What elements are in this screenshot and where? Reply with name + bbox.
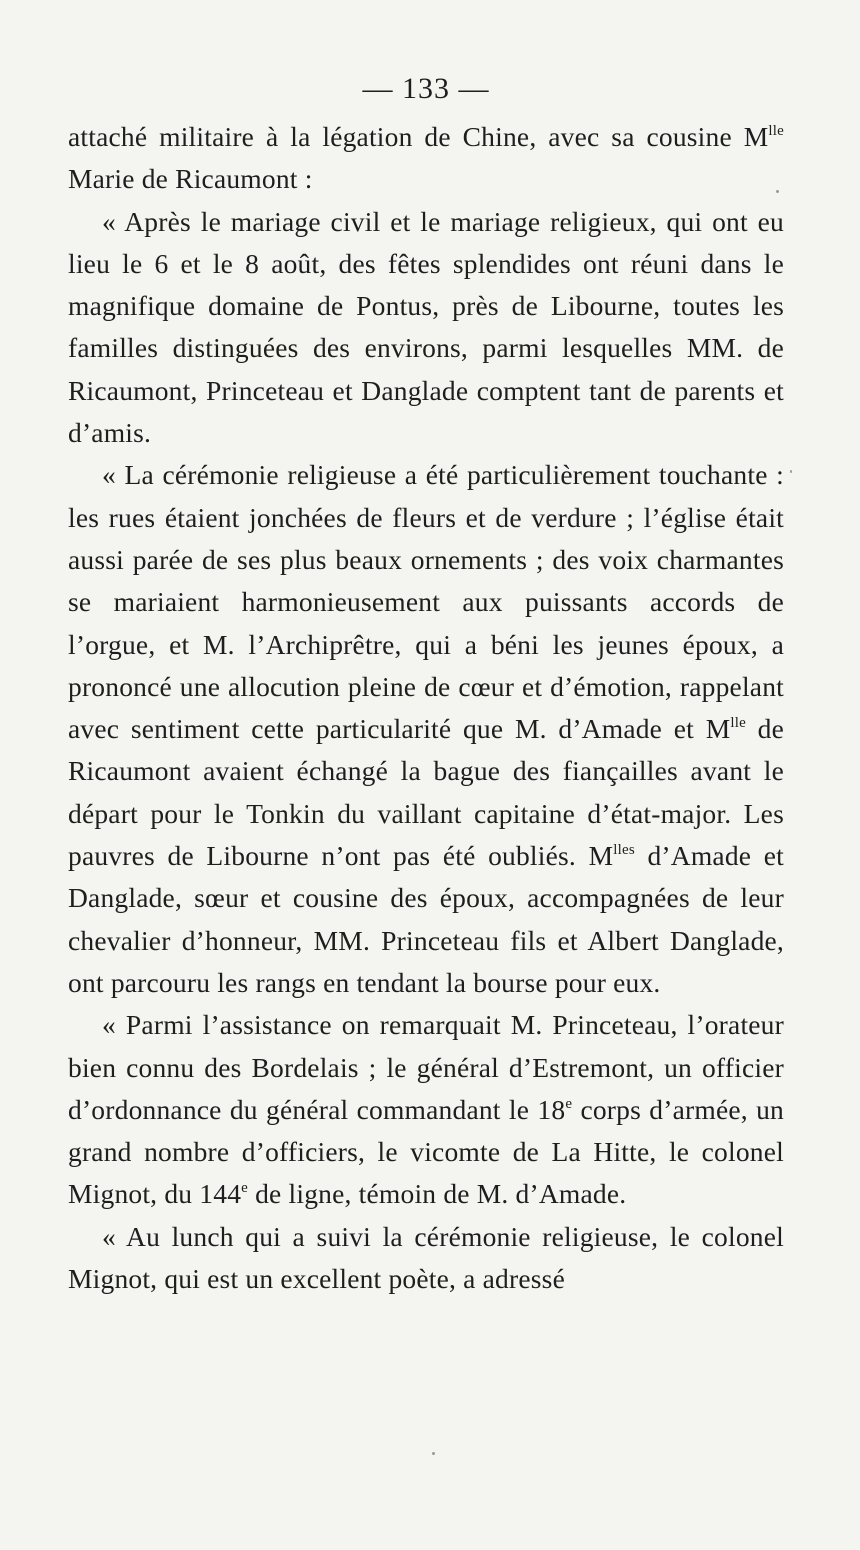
- text-run: corps d’armée, un grand nombre d’officiers, le vicomte de La Hitte, le colonel Mignot, du 144: [68, 1093, 785, 1210]
- superscript-abbrev: lles: [613, 842, 635, 859]
- superscript-abbrev: lle: [730, 715, 746, 732]
- paper-speck: [432, 1452, 435, 1455]
- text-run: de ligne, témoin de M. d’Amade.: [248, 1178, 627, 1210]
- paragraph: [68, 454, 784, 1004]
- text-run: d’Amade et Danglade, sœur et cousine des époux, accompagnées de leur chevalier d’honneur, MM. Princeteau fils et Albert Danglade, ont parcouru les rangs en tendant la bourse pour eux.: [68, 840, 784, 998]
- text-run: « Parmi l’assistance on remarquait M. Princeteau, l’orateur bien connu des Bordelais ; le général d’Estremont, un officier d’ordonnance du général commandant le 18: [68, 1009, 784, 1125]
- paragraph: [68, 201, 784, 455]
- superscript-abbrev: lle: [768, 123, 784, 139]
- text-run: Marie de Ricaumont :: [68, 163, 313, 195]
- text-run: de Ricaumont avaient échangé la bague des fiançailles avant le départ pour le Tonkin du vaillant capitaine d’état-major. Les pauvres de Libourne n’ont pas été oubliés. M: [68, 713, 784, 872]
- paragraph: [68, 1216, 784, 1301]
- superscript-abbrev: e: [241, 1180, 249, 1197]
- text-run: « Au lunch qui a suivi la cérémonie religieuse, le colonel Mignot, qui est un excellent poète, a adressé: [68, 1220, 784, 1295]
- paper-speck: [790, 470, 792, 473]
- paragraph: [68, 1004, 784, 1215]
- text-run: « Après le mariage civil et le mariage religieux, qui ont eu lieu le 6 et le 8 août, des fêtes splendides ont réuni dans le magnifique domaine de Pontus, près de Libourne, toutes les familles distinguées des environs, parmi lesquelles MM. de Ricaumont, Princeteau et Danglade comptent tant de parents et d’amis.: [68, 205, 784, 449]
- book-page: [68, 66, 784, 1300]
- paragraph: [68, 116, 784, 201]
- superscript-abbrev: e: [565, 1095, 573, 1112]
- body-text: [68, 116, 784, 1300]
- text-run: « La cérémonie religieuse a été particulièrement touchante : les rues étaient jonchées de fleurs et de verdure ; l’église était aussi parée de ses plus beaux ornements ; des voix charmantes se mariaient harmonieusement aux puissants accords de l’orgue, et M. l’Archiprêtre, qui a béni les jeunes époux, a prononcé une allocution pleine de cœur et d’émotion, rappelant avec sentiment cette particularité que M. d’Amade et M: [68, 459, 784, 745]
- paper-speck: [776, 190, 779, 193]
- text-run: attaché militaire à la légation de Chine, avec sa cousine M: [68, 121, 769, 152]
- page-number: — 133 —: [362, 72, 490, 105]
